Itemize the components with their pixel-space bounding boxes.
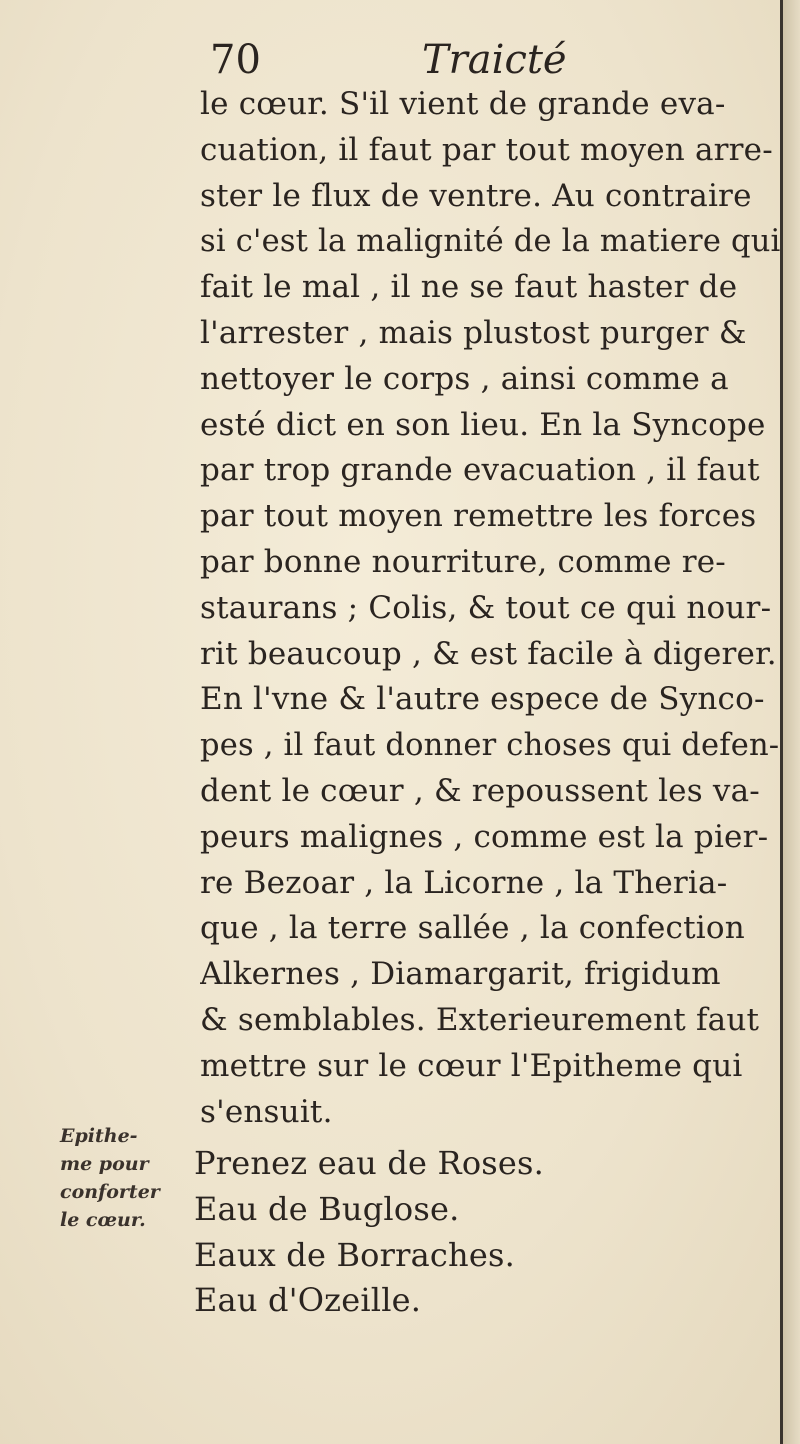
text-line: dent le cœur , & repoussent les va-: [200, 772, 760, 809]
page-number: 70: [210, 37, 261, 83]
text-line: peurs malignes , comme est la pier-: [200, 818, 769, 855]
recipe-line: Prenez eau de Roses.: [194, 1144, 545, 1182]
margin-note-line: me pour: [60, 1153, 149, 1175]
recipe-line: Eaux de Borraches.: [194, 1235, 515, 1274]
text-line: par trop grande evacuation , il faut: [200, 452, 760, 489]
text-line: s'ensuit.: [200, 1093, 333, 1130]
text-line: En l'vne & l'autre espece de Synco-: [200, 681, 765, 718]
text-line: si c'est la malignité de la matiere qui: [200, 224, 781, 260]
text-line: Alkernes , Diamargarit, frigidum: [200, 956, 721, 993]
text-line: par tout moyen remettre les forces: [200, 498, 757, 535]
text-line: esté dict en son lieu. En la Syncope: [200, 406, 766, 443]
text-line: fait le mal , il ne se faut haster de: [200, 269, 738, 306]
text-line: nettoyer le corps , ainsi comme a: [200, 360, 729, 397]
text-line: le cœur. S'il vient de grande eva-: [200, 86, 726, 122]
text-line: ster le flux de ventre. Au contraire: [200, 177, 752, 214]
recipe-line: Eau d'Ozeille.: [194, 1281, 422, 1320]
text-line: staurans ; Colis, & tout ce qui nour-: [200, 589, 772, 626]
body-text: [200, 82, 782, 1135]
page-header: [210, 30, 570, 90]
text-line: l'arrester , mais plustost purger &: [200, 314, 747, 351]
text-line: cuation, il faut par tout moyen arre-: [200, 131, 773, 168]
text-line: mettre sur le cœur l'Epitheme qui: [200, 1047, 743, 1084]
text-line: pes , il faut donner choses qui defen-: [200, 728, 780, 764]
running-title: Traicté: [422, 37, 567, 83]
recipe-list: [194, 1141, 754, 1324]
text-line: rit beaucoup , & est facile à digerer.: [200, 635, 777, 672]
margin-note-line: le cœur.: [60, 1209, 146, 1231]
margin-note-line: Epithe-: [60, 1125, 138, 1147]
text-line: & semblables. Exterieurement faut: [200, 1001, 760, 1038]
recipe-line: Eau de Buglose.: [194, 1189, 460, 1228]
margin-note: [60, 1122, 190, 1234]
text-line: que , la terre sallée , la confection: [200, 910, 745, 947]
page-edge-shadow: [783, 0, 800, 1444]
text-line: re Bezoar , la Licorne , la Theria-: [200, 864, 728, 901]
margin-note-line: conforter: [60, 1181, 160, 1203]
text-line: par bonne nourriture, comme re-: [200, 543, 726, 580]
